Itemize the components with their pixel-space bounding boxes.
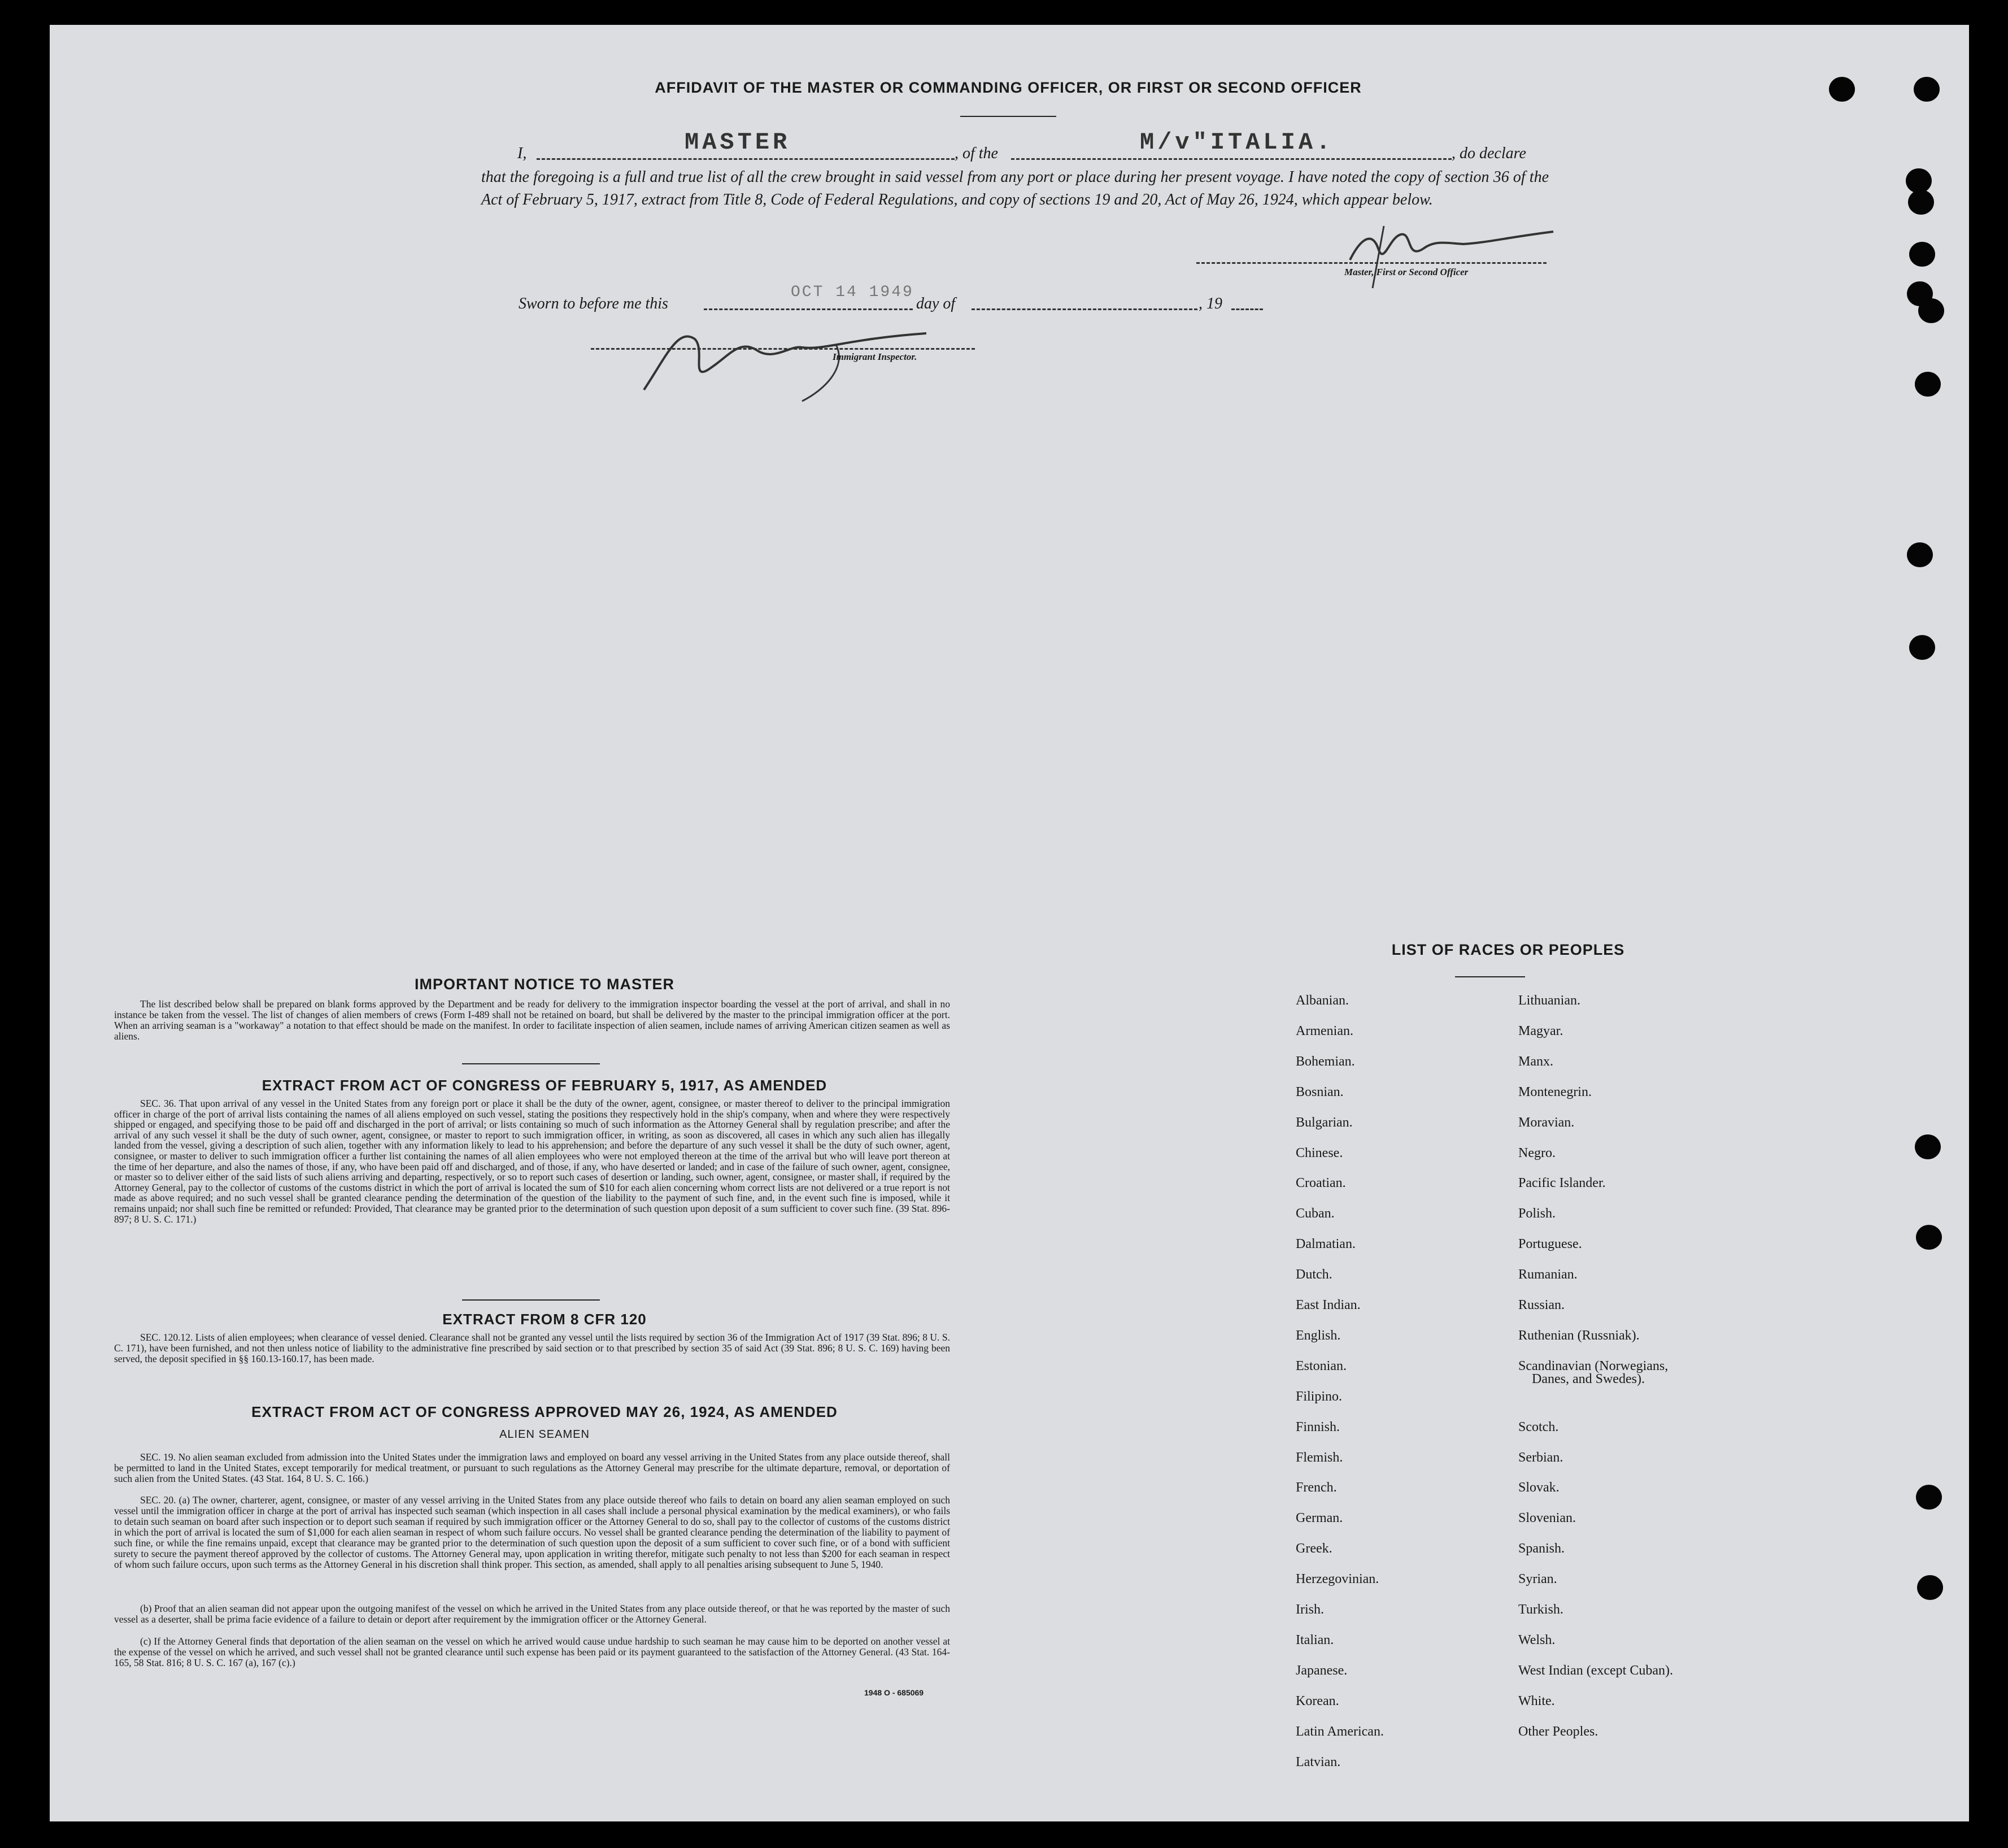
extract-1924-subtitle: ALIEN SEAMEN	[499, 1428, 590, 1441]
punch-hole	[1908, 190, 1934, 215]
inspector-label: Immigrant Inspector.	[833, 351, 917, 362]
vessel-field: M/v"ITALIA.	[1140, 129, 1334, 156]
punch-hole	[1915, 372, 1941, 397]
divider	[462, 1063, 600, 1064]
race-item: Magyar.	[1518, 1023, 1563, 1038]
race-item: Polish.	[1518, 1206, 1556, 1221]
divider	[462, 1299, 600, 1301]
extract-1924-sec20a: SEC. 20. (a) The owner, charterer, agent, consignee, or master of any vessel arriving in the United States from any place outside thereof who fails to detain on board any alien seaman employed on such vessel until the immigration officer in charge at the port of arrival has inspected such seaman (which inspection in all cases shall include a personal physical examination by the medical examiners), or who fails to detain such seaman on board after such inspection or to deport such seaman if required by such immigration officer or the Attorney General to do so, shall pay to the collector of customs of the customs district in which the port of arrival is located the sum of $1,000 for each alien seaman in respect of whom such failure occurs. No vessel shall be granted clearance pending the determination of the liability to payment of such fine, or while the fine remains unpaid, except that clearance may be granted prior to the determination of such question upon the deposit of a sum sufficient to cover such fine, or of a bond with sufficient surety to secure the payment thereof approved by the collector of customs. The Attorney General may, upon application in writing therefor, mitigate such penalty to not less than $200 for each seaman in respect of whom such failure occurs, upon such terms as the Attorney General in his discretion shall think proper. This section, as amended, shall apply to all penalties arising subsequent to June 5, 1940.	[114, 1494, 950, 1570]
race-item: Slovak.	[1518, 1480, 1560, 1495]
punch-hole	[1917, 1575, 1943, 1600]
extract-1924-title: EXTRACT FROM ACT OF CONGRESS APPROVED MAY 26, 1924, AS AMENDED	[251, 1403, 838, 1420]
race-item: English.	[1296, 1328, 1341, 1343]
race-item: Chinese.	[1296, 1145, 1343, 1160]
do-declare-label: , do declare	[1452, 145, 1526, 162]
affidavit-body: that the foregoing is a full and true list of all the crew brought in said vessel from any port or place during her present voyage. I have noted the copy of section 36 of the Act of February 5, 1917, extract from Title 8, Code of Federal Regulations, and copy of sections 19 and 20, Act of May 26, 1924, which appear below.	[481, 168, 1549, 208]
punch-hole	[1829, 77, 1855, 102]
race-item: Pacific Islander.	[1518, 1176, 1606, 1191]
punch-hole	[1916, 1485, 1942, 1510]
race-item: Serbian.	[1518, 1450, 1563, 1465]
race-item: East Indian.	[1296, 1298, 1361, 1312]
races-title: LIST OF RACES OR PEOPLES	[1391, 941, 1625, 958]
punch-hole	[1907, 542, 1933, 567]
race-item: Flemish.	[1296, 1450, 1343, 1465]
race-item: White.	[1518, 1693, 1555, 1708]
affidavit-title: AFFIDAVIT OF THE MASTER OR COMMANDING OFFICER, OR FIRST OR SECOND OFFICER	[655, 79, 1362, 96]
extract-1924-sec19: SEC. 19. No alien seaman excluded from admission into the United States under the immigration laws and employed on board any vessel arriving in the United States from any place outside thereof, shall be permitted to land in the United States, except temporarily for medical treatment, or pursuant to such regulations as the Attorney General may prescribe for the ultimate departure, removal, or deportation of such alien from the United States. (43 Stat. 164, 8 U. S. C. 166.)	[114, 1451, 950, 1484]
race-item: Spanish.	[1518, 1541, 1565, 1556]
race-item: Estonian.	[1296, 1358, 1347, 1373]
race-item: Japanese.	[1296, 1663, 1348, 1678]
race-item: Turkish.	[1518, 1602, 1563, 1617]
race-item: Bulgarian.	[1296, 1115, 1353, 1130]
extract-cfr-body: SEC. 120.12. Lists of alien employees; when clearance of vessel denied. Clearance shall not be granted any vessel until the lists required by section 36 of the Immigration Act of 1917 (39 Stat. 896; 8 U. S. C. 171), have been furnished, and not then unless notice of liability to the administrative fine prescribed by said section or to that prescribed by section 35 of said Act (39 Stat. 896; 8 U. S. C. 169) having been served, the deposit specified in §§ 160.13-160.17, has been made.	[114, 1332, 950, 1364]
divider	[1455, 976, 1525, 977]
race-item: Herzegovinian.	[1296, 1572, 1379, 1587]
race-item: Greek.	[1296, 1541, 1332, 1556]
race-item: Ruthenian (Russniak).	[1518, 1328, 1640, 1343]
race-item: Lithuanian.	[1518, 993, 1580, 1008]
punch-hole	[1916, 1225, 1942, 1250]
punch-hole	[1914, 77, 1940, 102]
print-code: 1948 O - 685069	[864, 1688, 924, 1697]
race-item-continuation: Danes, and Swedes).	[1532, 1372, 1645, 1386]
sworn-month-line	[972, 308, 1197, 310]
race-item: Filipino.	[1296, 1389, 1343, 1404]
punch-hole	[1915, 1134, 1941, 1159]
punch-hole	[1918, 298, 1944, 323]
extract-1924-sec20c: (c) If the Attorney General finds that deportation of the alien seaman on the vessel on which he arrived would cause undue hardship to such seaman he may cause him to be deported on another vessel at the expense of the vessel on which he arrived, and such vessel shall not be granted clearance until such expense has been paid or its payment guaranteed to the satisfaction of the Attorney General. (43 Stat. 164-165, 58 Stat. 816; 8 U. S. C. 167 (a), 167 (c).)	[114, 1636, 950, 1668]
race-item: Negro.	[1518, 1145, 1556, 1160]
race-item: Dalmatian.	[1296, 1237, 1356, 1252]
race-item: Slovenian.	[1518, 1511, 1576, 1526]
race-item: Latin American.	[1296, 1724, 1384, 1739]
race-item: Scandinavian (Norwegians,	[1518, 1358, 1669, 1373]
of-the-label: , of the	[955, 145, 998, 162]
punch-hole	[1909, 635, 1935, 660]
day-of-label: day of	[916, 295, 956, 312]
race-item: Croatian.	[1296, 1176, 1346, 1191]
race-item: Latvian.	[1296, 1754, 1341, 1769]
race-item: Dutch.	[1296, 1267, 1332, 1282]
race-item: Rumanian.	[1518, 1267, 1578, 1282]
vessel-name-line	[1011, 158, 1452, 160]
master-name-line	[537, 158, 955, 160]
i-label: I,	[517, 145, 527, 162]
race-item: Korean.	[1296, 1693, 1339, 1708]
race-item: Syrian.	[1518, 1572, 1557, 1587]
divider	[960, 116, 1056, 117]
race-item: Welsh.	[1518, 1632, 1556, 1647]
sworn-year-line	[1231, 308, 1263, 310]
race-item: Armenian.	[1296, 1023, 1353, 1038]
race-item: German.	[1296, 1511, 1343, 1526]
extract-cfr-title: EXTRACT FROM 8 CFR 120	[442, 1311, 647, 1328]
race-item: Bosnian.	[1296, 1084, 1344, 1099]
race-item: Manx.	[1518, 1054, 1553, 1069]
notice-title: IMPORTANT NOTICE TO MASTER	[415, 976, 674, 993]
extract-1917-title: EXTRACT FROM ACT OF CONGRESS OF FEBRUARY 5, 1917, AS AMENDED	[262, 1077, 827, 1094]
extract-1917-body: SEC. 36. That upon arrival of any vessel in the United States from any foreign port or place it shall be the duty of the owner, agent, consignee, or master thereof to deliver to the principal immigration officer in charge of the port of arrival lists containing the names of all aliens employed on such vessel, stating the positions they respectively hold in the ship's company, when and where they were respectively shipped or engaged, and specifying those to be paid off and discharged in the port of arrival; or lists containing so much of such information as the Attorney General shall by regulation prescribe; and after the arrival of any such vessel it shall be the duty of such owner, agent, consignee, or master to report to such immigration officer, in writing, as soon as discovered, all cases in which any such alien has illegally landed from the vessel, giving a description of such alien, together with any information likely to lead to his apprehension; and before the departure of any such vessel it shall be the duty of such owner, agent, consignee, or master to deliver to such immigration officer a further list containing the names of all alien employees who were not employed thereon at the time of the arrival but who will leave port thereon at the time of her departure, and also the names of those, if any, who have been paid off and discharged, and of those, if any, who have deserted or landed; and in case of the failure of such owner, agent, consignee, or master so to deliver either of the said lists of such aliens arriving and departing, respectively, or so to report such cases of desertion or landing, such owner, agent, consignee, or master shall, if required by the Attorney General, pay to the collector of customs of the customs district in which the port of arrival is located the sum of $10 for each alien concerning whom correct lists are not delivered or a true report is not made as above required; and no such vessel shall be granted clearance pending the determination of the question of the liability to the payment of such fine, and, in the event such fine is imposed, while it remains unpaid; nor shall such fine be remitted or refunded: Provided, That clearance may be granted prior to the determination of such question upon deposit of a sum sufficient to cover such fine. (39 Stat. 896-897; 8 U. S. C. 171.)	[114, 1098, 950, 1225]
race-item: Scotch.	[1518, 1419, 1559, 1434]
inspector-signature-line	[591, 348, 975, 350]
race-item: Russian.	[1518, 1298, 1565, 1312]
race-item: Cuban.	[1296, 1206, 1335, 1221]
date-stamp: OCT 14 1949	[791, 284, 914, 301]
race-item: Bohemian.	[1296, 1054, 1355, 1069]
race-item: Albanian.	[1296, 993, 1349, 1008]
race-item: Finnish.	[1296, 1419, 1340, 1434]
race-item: West Indian (except Cuban).	[1518, 1663, 1673, 1678]
notice-body: The list described below shall be prepared on blank forms approved by the Department and be ready for delivery to the immigration inspector boarding the vessel at the port of arrival, and shall in no instance be taken from the vessel. The list of changes of alien members of crews (Form I-489 shall not be retained on board, but shall be delivered by the master to the principal immigration officer at the port. When an arriving seaman is a "workaway" a notation to that effect should be made on the manifest. In order to facilitate inspection of alien seamen, include names of arriving American citizen seamen as well as aliens.	[114, 998, 950, 1042]
year-prefix: , 19	[1199, 295, 1222, 312]
officer-signature	[1316, 215, 1565, 294]
punch-hole	[1909, 242, 1935, 267]
sworn-label: Sworn to before me this	[519, 295, 668, 312]
race-item: Italian.	[1296, 1632, 1334, 1647]
extract-1924-sec20b: (b) Proof that an alien seaman did not appear upon the outgoing manifest of the vessel on which he arrived in the United States from any place outside thereof, or that he was reported by the master of such vessel as a deserter, shall be prima facie evidence of a failure to detain or deport after requirement by the immigration officer or the Attorney General.	[114, 1603, 950, 1625]
race-item: Montenegrin.	[1518, 1084, 1592, 1099]
race-item: French.	[1296, 1480, 1337, 1495]
race-item: Irish.	[1296, 1602, 1324, 1617]
race-item: Moravian.	[1518, 1115, 1575, 1130]
race-item: Other Peoples.	[1518, 1724, 1598, 1739]
officer-signature-line	[1196, 262, 1547, 264]
officer-label: Master, First or Second Officer	[1344, 267, 1469, 277]
race-item: Portuguese.	[1518, 1237, 1582, 1252]
master-field: MASTER	[685, 129, 791, 156]
